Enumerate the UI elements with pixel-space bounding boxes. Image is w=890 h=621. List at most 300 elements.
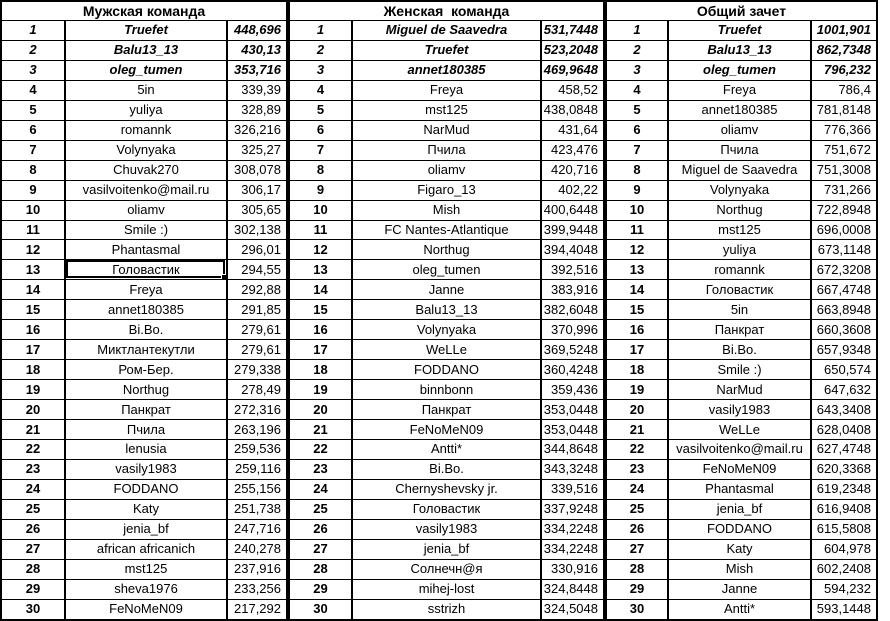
rank-cell[interactable]: 29 xyxy=(1,579,65,599)
rank-cell[interactable]: 19 xyxy=(289,380,352,400)
name-cell[interactable]: Freya xyxy=(352,80,541,100)
name-cell[interactable]: Bi.Bo. xyxy=(65,320,227,340)
rank-cell[interactable]: 30 xyxy=(606,599,668,620)
name-cell[interactable]: Katy xyxy=(668,539,811,559)
rank-cell[interactable]: 15 xyxy=(289,300,352,320)
rank-cell[interactable]: 19 xyxy=(606,380,668,400)
name-cell[interactable]: oliamv xyxy=(65,200,227,220)
table-row xyxy=(606,459,877,479)
table-row xyxy=(1,300,287,320)
rank-cell[interactable]: 1 xyxy=(289,21,352,41)
table-row xyxy=(606,140,877,160)
name-cell[interactable]: jenia_bf xyxy=(352,539,541,559)
rank-cell[interactable]: 29 xyxy=(606,579,668,599)
rank-cell[interactable]: 7 xyxy=(606,140,668,160)
table-row xyxy=(1,180,287,200)
name-cell[interactable]: 5in xyxy=(668,300,811,320)
rank-cell[interactable]: 8 xyxy=(1,160,65,180)
score-cell[interactable]: 667,4748 xyxy=(811,280,877,300)
score-cell[interactable]: 334,2248 xyxy=(541,539,604,559)
rank-cell[interactable]: 4 xyxy=(606,80,668,100)
name-cell[interactable]: Truefet xyxy=(65,21,227,41)
name-cell[interactable]: oleg_tumen xyxy=(65,60,227,80)
score-cell[interactable]: 594,232 xyxy=(811,579,877,599)
name-cell[interactable]: WeLLe xyxy=(668,420,811,440)
name-cell[interactable]: WeLLe xyxy=(352,340,541,360)
name-cell[interactable]: sheva1976 xyxy=(65,579,227,599)
score-cell[interactable]: 523,2048 xyxy=(541,40,604,60)
score-cell[interactable]: 296,01 xyxy=(227,240,287,260)
rank-cell[interactable]: 16 xyxy=(289,320,352,340)
rank-cell[interactable]: 29 xyxy=(289,579,352,599)
name-cell[interactable]: Smile :) xyxy=(65,220,227,240)
name-cell[interactable]: Northug xyxy=(352,240,541,260)
score-cell[interactable]: 423,476 xyxy=(541,140,604,160)
rank-cell[interactable]: 25 xyxy=(1,499,65,519)
name-cell[interactable]: Smile :) xyxy=(668,360,811,380)
rank-cell[interactable]: 26 xyxy=(1,519,65,539)
name-cell[interactable]: oliamv xyxy=(668,120,811,140)
rank-cell[interactable]: 23 xyxy=(1,459,65,479)
rank-cell[interactable]: 10 xyxy=(1,200,65,220)
score-cell[interactable]: 643,3408 xyxy=(811,400,877,420)
rank-cell[interactable]: 13 xyxy=(289,260,352,280)
rank-cell[interactable]: 10 xyxy=(606,200,668,220)
name-cell[interactable]: Mish xyxy=(668,559,811,579)
score-cell[interactable]: 862,7348 xyxy=(811,40,877,60)
name-cell[interactable]: annet180385 xyxy=(668,100,811,120)
rank-cell[interactable]: 5 xyxy=(1,100,65,120)
score-cell[interactable]: 458,52 xyxy=(541,80,604,100)
rank-cell[interactable]: 22 xyxy=(606,440,668,460)
name-cell[interactable]: vasily1983 xyxy=(65,459,227,479)
score-cell[interactable]: 438,0848 xyxy=(541,100,604,120)
rank-cell[interactable]: 5 xyxy=(289,100,352,120)
score-cell[interactable]: 326,216 xyxy=(227,120,287,140)
score-cell[interactable]: 430,13 xyxy=(227,40,287,60)
score-cell[interactable]: 305,65 xyxy=(227,200,287,220)
score-cell[interactable]: 279,61 xyxy=(227,320,287,340)
rank-cell[interactable]: 6 xyxy=(289,120,352,140)
name-cell[interactable]: Figaro_13 xyxy=(352,180,541,200)
table-row xyxy=(1,21,287,41)
rank-cell[interactable]: 16 xyxy=(1,320,65,340)
name-cell[interactable]: Miguel de Saavedra xyxy=(352,21,541,41)
score-cell[interactable]: 272,316 xyxy=(227,400,287,420)
score-cell[interactable]: 343,3248 xyxy=(541,459,604,479)
table-row xyxy=(1,220,287,240)
name-cell[interactable]: Katy xyxy=(65,499,227,519)
name-cell[interactable]: Truefet xyxy=(668,21,811,41)
table-row xyxy=(289,140,604,160)
table-row xyxy=(289,40,604,60)
score-cell[interactable]: 796,232 xyxy=(811,60,877,80)
rank-cell[interactable]: 11 xyxy=(1,220,65,240)
name-cell[interactable]: annet180385 xyxy=(65,300,227,320)
rank-cell[interactable]: 6 xyxy=(1,120,65,140)
name-cell[interactable]: romannk xyxy=(65,120,227,140)
name-cell[interactable]: romannk xyxy=(668,260,811,280)
score-cell[interactable]: 353,0448 xyxy=(541,400,604,420)
rank-cell[interactable]: 15 xyxy=(1,300,65,320)
rank-cell[interactable]: 3 xyxy=(289,60,352,80)
name-cell[interactable]: Головастик xyxy=(668,280,811,300)
name-cell[interactable]: FeNoMeN09 xyxy=(352,420,541,440)
table-row xyxy=(289,579,604,599)
rank-cell[interactable]: 27 xyxy=(606,539,668,559)
name-cell[interactable]: Truefet xyxy=(352,40,541,60)
score-cell[interactable]: 328,89 xyxy=(227,100,287,120)
table-row xyxy=(606,80,877,100)
name-cell[interactable]: binnbonn xyxy=(352,380,541,400)
rank-cell[interactable]: 22 xyxy=(1,440,65,460)
rank-cell[interactable]: 20 xyxy=(1,400,65,420)
table-row xyxy=(289,459,604,479)
score-cell[interactable]: 291,85 xyxy=(227,300,287,320)
score-cell[interactable]: 776,366 xyxy=(811,120,877,140)
name-cell[interactable]: oleg_tumen xyxy=(668,60,811,80)
score-cell[interactable]: 399,9448 xyxy=(541,220,604,240)
name-cell[interactable]: Ром-Бер. xyxy=(65,360,227,380)
name-cell[interactable]: vasily1983 xyxy=(352,519,541,539)
name-cell[interactable]: mst125 xyxy=(65,559,227,579)
rank-cell[interactable]: 5 xyxy=(606,100,668,120)
name-cell[interactable]: 5in xyxy=(65,80,227,100)
rank-cell[interactable]: 8 xyxy=(289,160,352,180)
table-row xyxy=(289,240,604,260)
name-cell[interactable]: FeNoMeN09 xyxy=(668,459,811,479)
score-cell[interactable]: 255,156 xyxy=(227,479,287,499)
name-cell[interactable]: Chuvak270 xyxy=(65,160,227,180)
rank-cell[interactable]: 17 xyxy=(606,340,668,360)
rank-cell[interactable]: 19 xyxy=(1,380,65,400)
score-cell[interactable]: 353,0448 xyxy=(541,420,604,440)
rank-cell[interactable]: 14 xyxy=(1,280,65,300)
score-cell[interactable]: 786,4 xyxy=(811,80,877,100)
score-cell[interactable]: 237,916 xyxy=(227,559,287,579)
name-cell[interactable]: Janne xyxy=(668,579,811,599)
score-cell[interactable]: 334,2248 xyxy=(541,519,604,539)
rank-cell[interactable]: 14 xyxy=(289,280,352,300)
name-cell[interactable]: oleg_tumen xyxy=(352,260,541,280)
rank-cell[interactable]: 3 xyxy=(1,60,65,80)
name-cell[interactable]: Пчила xyxy=(65,420,227,440)
table-row xyxy=(1,479,287,499)
score-cell[interactable]: 663,8948 xyxy=(811,300,877,320)
rank-cell[interactable]: 4 xyxy=(289,80,352,100)
score-cell[interactable]: 628,0408 xyxy=(811,420,877,440)
score-cell[interactable]: 324,8448 xyxy=(541,579,604,599)
table-row xyxy=(606,519,877,539)
rank-cell[interactable]: 12 xyxy=(1,240,65,260)
score-cell[interactable]: 673,1148 xyxy=(811,240,877,260)
rank-cell[interactable]: 10 xyxy=(289,200,352,220)
rank-cell[interactable]: 16 xyxy=(606,320,668,340)
name-cell[interactable]: jenia_bf xyxy=(668,499,811,519)
score-cell[interactable]: 672,3208 xyxy=(811,260,877,280)
name-cell[interactable]: sstrizh xyxy=(352,599,541,620)
score-cell[interactable]: 279,338 xyxy=(227,360,287,380)
rank-cell[interactable]: 21 xyxy=(289,420,352,440)
rank-cell[interactable]: 24 xyxy=(606,479,668,499)
name-cell[interactable]: Volynyaka xyxy=(65,140,227,160)
rank-cell[interactable]: 24 xyxy=(289,479,352,499)
rank-cell[interactable]: 22 xyxy=(289,440,352,460)
score-cell[interactable]: 259,116 xyxy=(227,459,287,479)
name-cell[interactable]: Миктлантекутли xyxy=(65,340,227,360)
table-row xyxy=(1,120,287,140)
name-cell[interactable]: Панкрат xyxy=(352,400,541,420)
score-cell[interactable]: 660,3608 xyxy=(811,320,877,340)
rank-cell[interactable]: 30 xyxy=(289,599,352,620)
rank-cell[interactable]: 13 xyxy=(1,260,65,280)
name-cell[interactable]: vasily1983 xyxy=(668,400,811,420)
name-cell[interactable]: Bi.Bo. xyxy=(352,459,541,479)
rank-cell[interactable]: 30 xyxy=(1,599,65,620)
score-cell[interactable]: 308,078 xyxy=(227,160,287,180)
table-row xyxy=(606,100,877,120)
rank-cell[interactable]: 8 xyxy=(606,160,668,180)
score-cell[interactable]: 370,996 xyxy=(541,320,604,340)
name-cell[interactable]: Головастик xyxy=(352,499,541,519)
score-cell[interactable]: 353,716 xyxy=(227,60,287,80)
name-cell[interactable]: Пчила xyxy=(352,140,541,160)
name-cell[interactable]: lenusia xyxy=(65,440,227,460)
score-cell[interactable]: 240,278 xyxy=(227,539,287,559)
rank-cell[interactable]: 2 xyxy=(1,40,65,60)
rank-cell[interactable]: 18 xyxy=(289,360,352,380)
name-cell[interactable]: FODDANO xyxy=(65,479,227,499)
rank-cell[interactable]: 20 xyxy=(606,400,668,420)
rank-cell[interactable]: 12 xyxy=(606,240,668,260)
score-cell[interactable]: 602,2408 xyxy=(811,559,877,579)
name-cell[interactable]: FODDANO xyxy=(352,360,541,380)
rank-cell[interactable]: 15 xyxy=(606,300,668,320)
name-cell[interactable]: Balu13_13 xyxy=(65,40,227,60)
name-cell[interactable]: FC Nantes-Atlantique xyxy=(352,220,541,240)
name-cell[interactable]: Balu13_13 xyxy=(352,300,541,320)
rank-cell[interactable]: 18 xyxy=(1,360,65,380)
score-cell[interactable]: 627,4748 xyxy=(811,440,877,460)
name-cell[interactable]: Phantasmal xyxy=(65,240,227,260)
score-cell[interactable]: 650,574 xyxy=(811,360,877,380)
table-row xyxy=(606,499,877,519)
table-row xyxy=(606,559,877,579)
score-cell[interactable]: 339,39 xyxy=(227,80,287,100)
score-cell[interactable]: 531,7448 xyxy=(541,21,604,41)
name-cell[interactable]: Панкрат xyxy=(65,400,227,420)
table-row xyxy=(1,599,287,620)
name-cell[interactable]: Antti* xyxy=(352,440,541,460)
score-cell[interactable]: 615,5808 xyxy=(811,519,877,539)
name-cell[interactable]: Freya xyxy=(668,80,811,100)
name-cell[interactable]: FeNoMeN09 xyxy=(65,599,227,620)
score-cell[interactable]: 344,8648 xyxy=(541,440,604,460)
rank-cell[interactable]: 11 xyxy=(289,220,352,240)
name-cell[interactable]: Volynyaka xyxy=(668,180,811,200)
score-cell[interactable]: 392,516 xyxy=(541,260,604,280)
rank-cell[interactable]: 2 xyxy=(606,40,668,60)
rank-cell[interactable]: 1 xyxy=(606,21,668,41)
rank-cell[interactable]: 13 xyxy=(606,260,668,280)
name-cell[interactable]: oliamv xyxy=(352,160,541,180)
rank-cell[interactable]: 27 xyxy=(289,539,352,559)
score-cell[interactable]: 330,916 xyxy=(541,559,604,579)
rank-cell[interactable]: 14 xyxy=(606,280,668,300)
score-cell[interactable]: 306,17 xyxy=(227,180,287,200)
score-cell[interactable]: 278,49 xyxy=(227,380,287,400)
name-cell[interactable]: Пчила xyxy=(668,140,811,160)
score-cell[interactable]: 731,266 xyxy=(811,180,877,200)
score-cell[interactable]: 616,9408 xyxy=(811,499,877,519)
name-cell[interactable]: african africanich xyxy=(65,539,227,559)
score-cell[interactable]: 279,61 xyxy=(227,340,287,360)
score-cell[interactable]: 233,256 xyxy=(227,579,287,599)
score-cell[interactable]: 781,8148 xyxy=(811,100,877,120)
name-cell[interactable]: vasilvoitenko@mail.ru xyxy=(65,180,227,200)
name-cell[interactable]: NarMud xyxy=(352,120,541,140)
score-cell[interactable]: 593,1448 xyxy=(811,599,877,620)
score-cell[interactable]: 394,4048 xyxy=(541,240,604,260)
score-cell[interactable]: 259,536 xyxy=(227,440,287,460)
score-cell[interactable]: 383,916 xyxy=(541,280,604,300)
name-cell[interactable]: yuliya xyxy=(668,240,811,260)
rank-cell[interactable]: 28 xyxy=(289,559,352,579)
score-cell[interactable]: 402,22 xyxy=(541,180,604,200)
name-cell[interactable]: Balu13_13 xyxy=(668,40,811,60)
rank-cell[interactable]: 1 xyxy=(1,21,65,41)
score-cell[interactable]: 1001,901 xyxy=(811,21,877,41)
table-row xyxy=(289,100,604,120)
rank-cell[interactable]: 9 xyxy=(289,180,352,200)
rank-cell[interactable]: 28 xyxy=(1,559,65,579)
score-cell[interactable]: 251,738 xyxy=(227,499,287,519)
name-cell[interactable]: mst125 xyxy=(352,100,541,120)
score-cell[interactable]: 619,2348 xyxy=(811,479,877,499)
mens-team-title: Мужская команда xyxy=(1,1,287,21)
score-cell[interactable]: 247,716 xyxy=(227,519,287,539)
score-cell[interactable]: 647,632 xyxy=(811,380,877,400)
name-cell[interactable]: Chernyshevsky jr. xyxy=(352,479,541,499)
name-cell[interactable]: Freya xyxy=(65,280,227,300)
name-cell[interactable]: Панкрат xyxy=(668,320,811,340)
score-cell[interactable]: 359,436 xyxy=(541,380,604,400)
rank-cell[interactable]: 2 xyxy=(289,40,352,60)
rank-cell[interactable]: 7 xyxy=(289,140,352,160)
name-cell[interactable]: Miguel de Saavedra xyxy=(668,160,811,180)
rank-cell[interactable]: 7 xyxy=(1,140,65,160)
score-cell[interactable]: 469,9648 xyxy=(541,60,604,80)
name-cell[interactable]: NarMud xyxy=(668,380,811,400)
name-cell[interactable]: Northug xyxy=(668,200,811,220)
name-cell[interactable]: Janne xyxy=(352,280,541,300)
name-cell[interactable]: Солнечн@я xyxy=(352,559,541,579)
score-cell[interactable]: 657,9348 xyxy=(811,340,877,360)
rank-cell[interactable]: 24 xyxy=(1,479,65,499)
table-row xyxy=(289,519,604,539)
rank-cell[interactable]: 3 xyxy=(606,60,668,80)
rank-cell[interactable]: 17 xyxy=(289,340,352,360)
score-cell[interactable]: 751,672 xyxy=(811,140,877,160)
score-cell[interactable]: 448,696 xyxy=(227,21,287,41)
score-cell[interactable]: 294,55 xyxy=(227,260,287,280)
name-cell[interactable]: jenia_bf xyxy=(65,519,227,539)
score-cell[interactable]: 696,0008 xyxy=(811,220,877,240)
table-row xyxy=(606,40,877,60)
name-cell[interactable]: yuliya xyxy=(65,100,227,120)
name-cell[interactable]: Volynyaka xyxy=(352,320,541,340)
table-row xyxy=(606,320,877,340)
score-cell[interactable]: 420,716 xyxy=(541,160,604,180)
score-cell[interactable]: 217,292 xyxy=(227,599,287,620)
score-cell[interactable]: 604,978 xyxy=(811,539,877,559)
rank-cell[interactable]: 23 xyxy=(606,459,668,479)
name-cell[interactable]: Phantasmal xyxy=(668,479,811,499)
rank-cell[interactable]: 9 xyxy=(1,180,65,200)
rank-cell[interactable]: 26 xyxy=(606,519,668,539)
rank-cell[interactable]: 6 xyxy=(606,120,668,140)
name-cell[interactable]: Bi.Bo. xyxy=(668,340,811,360)
name-cell[interactable]: vasilvoitenko@mail.ru xyxy=(668,440,811,460)
rank-cell[interactable]: 18 xyxy=(606,360,668,380)
score-cell[interactable]: 620,3368 xyxy=(811,459,877,479)
rank-cell[interactable]: 21 xyxy=(1,420,65,440)
score-cell[interactable]: 400,6448 xyxy=(541,200,604,220)
score-cell[interactable]: 382,6048 xyxy=(541,300,604,320)
rank-cell[interactable]: 20 xyxy=(289,400,352,420)
rank-cell[interactable]: 28 xyxy=(606,559,668,579)
score-cell[interactable]: 324,5048 xyxy=(541,599,604,620)
rank-cell[interactable]: 25 xyxy=(606,499,668,519)
score-cell[interactable]: 302,138 xyxy=(227,220,287,240)
rank-cell[interactable]: 12 xyxy=(289,240,352,260)
name-cell[interactable]: Mish xyxy=(352,200,541,220)
rank-cell[interactable]: 17 xyxy=(1,340,65,360)
rank-cell[interactable]: 26 xyxy=(289,519,352,539)
table-row xyxy=(289,599,604,620)
score-cell[interactable]: 722,8948 xyxy=(811,200,877,220)
score-cell[interactable]: 263,196 xyxy=(227,420,287,440)
score-cell[interactable]: 292,88 xyxy=(227,280,287,300)
table-row xyxy=(289,420,604,440)
table-row xyxy=(289,120,604,140)
rank-cell[interactable]: 21 xyxy=(606,420,668,440)
score-cell[interactable]: 325,27 xyxy=(227,140,287,160)
rank-cell[interactable]: 4 xyxy=(1,80,65,100)
rank-cell[interactable]: 9 xyxy=(606,180,668,200)
rank-cell[interactable]: 23 xyxy=(289,459,352,479)
rank-cell[interactable]: 11 xyxy=(606,220,668,240)
name-cell[interactable]: Northug xyxy=(65,380,227,400)
score-cell[interactable]: 360,4248 xyxy=(541,360,604,380)
score-cell[interactable]: 431,64 xyxy=(541,120,604,140)
score-cell[interactable]: 751,3008 xyxy=(811,160,877,180)
score-cell[interactable]: 339,516 xyxy=(541,479,604,499)
name-cell[interactable]: annet180385 xyxy=(352,60,541,80)
rank-cell[interactable]: 27 xyxy=(1,539,65,559)
womens-team-rows xyxy=(289,21,604,621)
score-cell[interactable]: 337,9248 xyxy=(541,499,604,519)
name-cell[interactable]: mst125 xyxy=(668,220,811,240)
name-cell[interactable]: mihej-lost xyxy=(352,579,541,599)
table-header-row xyxy=(606,1,877,21)
name-cell[interactable]: Antti* xyxy=(668,599,811,620)
score-cell[interactable]: 369,5248 xyxy=(541,340,604,360)
table-row xyxy=(606,260,877,280)
rank-cell[interactable]: 25 xyxy=(289,499,352,519)
name-cell[interactable]: FODDANO xyxy=(668,519,811,539)
selected-cell[interactable]: Головастик xyxy=(65,260,227,280)
